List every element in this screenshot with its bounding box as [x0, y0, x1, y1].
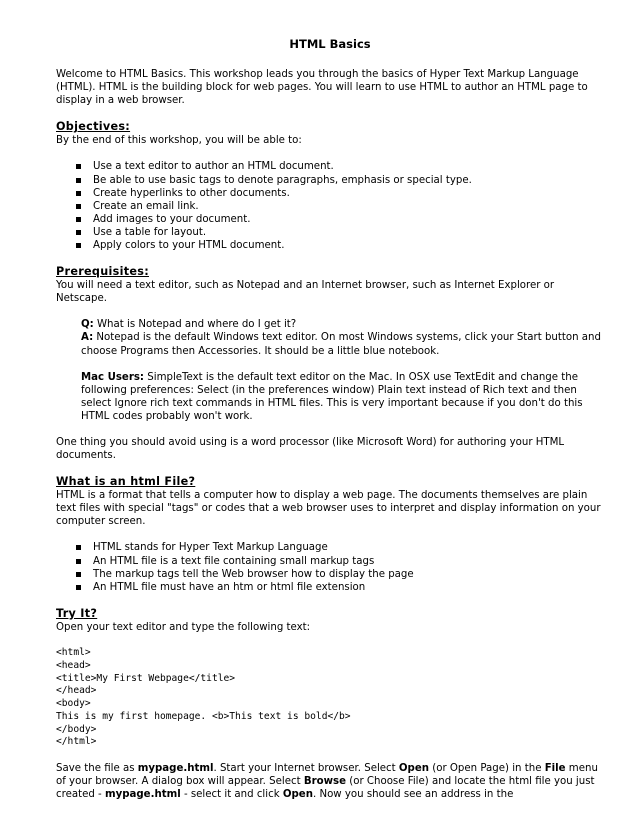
save-instructions: Save the file as mypage.html. Start your Internet browser. Select Open (or Open Page) in the File menu of your browser. A dialog box will appear. Select Browse (or Choose File) and locate the html file you just created - mypage.html - select it and click Open. Now you should see an address in the	[56, 763, 598, 801]
objectives-heading: Objectives:	[56, 120, 131, 134]
try-it-lead: Open your text editor and type the following text:	[56, 621, 311, 633]
list-item: An HTML file must have an htm or html file extension	[76, 581, 604, 594]
code-line: <head>	[56, 659, 91, 671]
qa-notepad	[81, 318, 604, 357]
bullet-icon	[76, 572, 81, 577]
try-it-heading: Try It?	[56, 606, 98, 620]
qa-block	[56, 318, 604, 423]
bullet-icon	[76, 559, 81, 564]
bullet-icon	[76, 191, 81, 196]
list-item: Apply colors to your HTML document.	[76, 239, 604, 252]
bullet-icon	[76, 230, 81, 235]
code-line: <body>	[56, 698, 91, 710]
code-line: <title>My First Webpage</title>	[56, 672, 236, 684]
code-line: </body>	[56, 723, 97, 735]
prerequisites-heading: Prerequisites:	[56, 265, 149, 279]
avoid-paragraph: One thing you should avoid using is a word processor (like Microsoft Word) for authoring your HTML documents.	[56, 436, 565, 462]
code-sample	[56, 647, 604, 749]
bullet-icon	[76, 243, 81, 248]
mac-users-label: Mac Users:	[81, 371, 145, 383]
prerequisites-text: You will need a text editor, such as Notepad and an Internet browser, such as Internet Explorer or Netscape.	[56, 280, 555, 305]
bullet-icon	[76, 585, 81, 590]
code-line: </head>	[56, 685, 97, 697]
list-item: An HTML file is a text file containing small markup tags	[76, 555, 604, 568]
code-line: This is my first homepage. <b>This text is bold</b>	[56, 710, 351, 722]
question: Q: What is Notepad and where do I get it?	[81, 319, 297, 331]
objectives-list	[56, 160, 604, 252]
bullet-icon	[76, 204, 81, 209]
answer: A: Notepad is the default Windows text editor. On most Windows systems, click your Start button and choose Programs then Accessories. It should be a little blue notebook.	[81, 332, 601, 357]
bullet-icon	[76, 178, 81, 183]
list-item: Be able to use basic tags to denote paragraphs, emphasis or special type.	[76, 174, 604, 187]
question-label: Q:	[81, 319, 94, 331]
objectives-lead: By the end of this workshop, you will be able to:	[56, 135, 302, 147]
bullet-icon	[76, 217, 81, 222]
document-page	[56, 0, 604, 802]
bullet-icon	[76, 545, 81, 550]
page-title: HTML Basics	[289, 37, 371, 51]
mac-users-note: Mac Users: SimpleText is the default text editor on the Mac. In OSX use TextEdit and change the following preferences: Select (in the preferences window) Plain text instead of Rich text and then select Ignore rich text commands in HTML files. This is very important because if you don't do this HTML codes probably won't work.	[81, 371, 583, 422]
answer-label: A:	[81, 332, 94, 344]
what-is-text: HTML is a format that tells a computer how to display a web page. The documents themselves are plain text files with special "tags" or codes that a web browser uses to interpret and display information on your computer screen.	[56, 490, 601, 528]
list-item: Create an email link.	[76, 200, 604, 213]
code-line: </html>	[56, 736, 97, 748]
list-item: Use a text editor to author an HTML document.	[76, 160, 604, 173]
list-item: The markup tags tell the Web browser how to display the page	[76, 568, 604, 581]
what-is-heading: What is an html File?	[56, 475, 196, 489]
list-item: Create hyperlinks to other documents.	[76, 187, 604, 200]
bullet-icon	[76, 164, 81, 169]
list-item: Add images to your document.	[76, 213, 604, 226]
code-line: <html>	[56, 646, 91, 658]
list-item: Use a table for layout.	[76, 226, 604, 239]
list-item: HTML stands for Hyper Text Markup Language	[76, 541, 604, 554]
what-is-list	[56, 541, 604, 593]
intro-paragraph: Welcome to HTML Basics. This workshop leads you through the basics of Hyper Text Markup Language (HTML). HTML is the building block for web pages. You will learn to use HTML to author an HTML page to display in a web browser.	[56, 69, 588, 107]
